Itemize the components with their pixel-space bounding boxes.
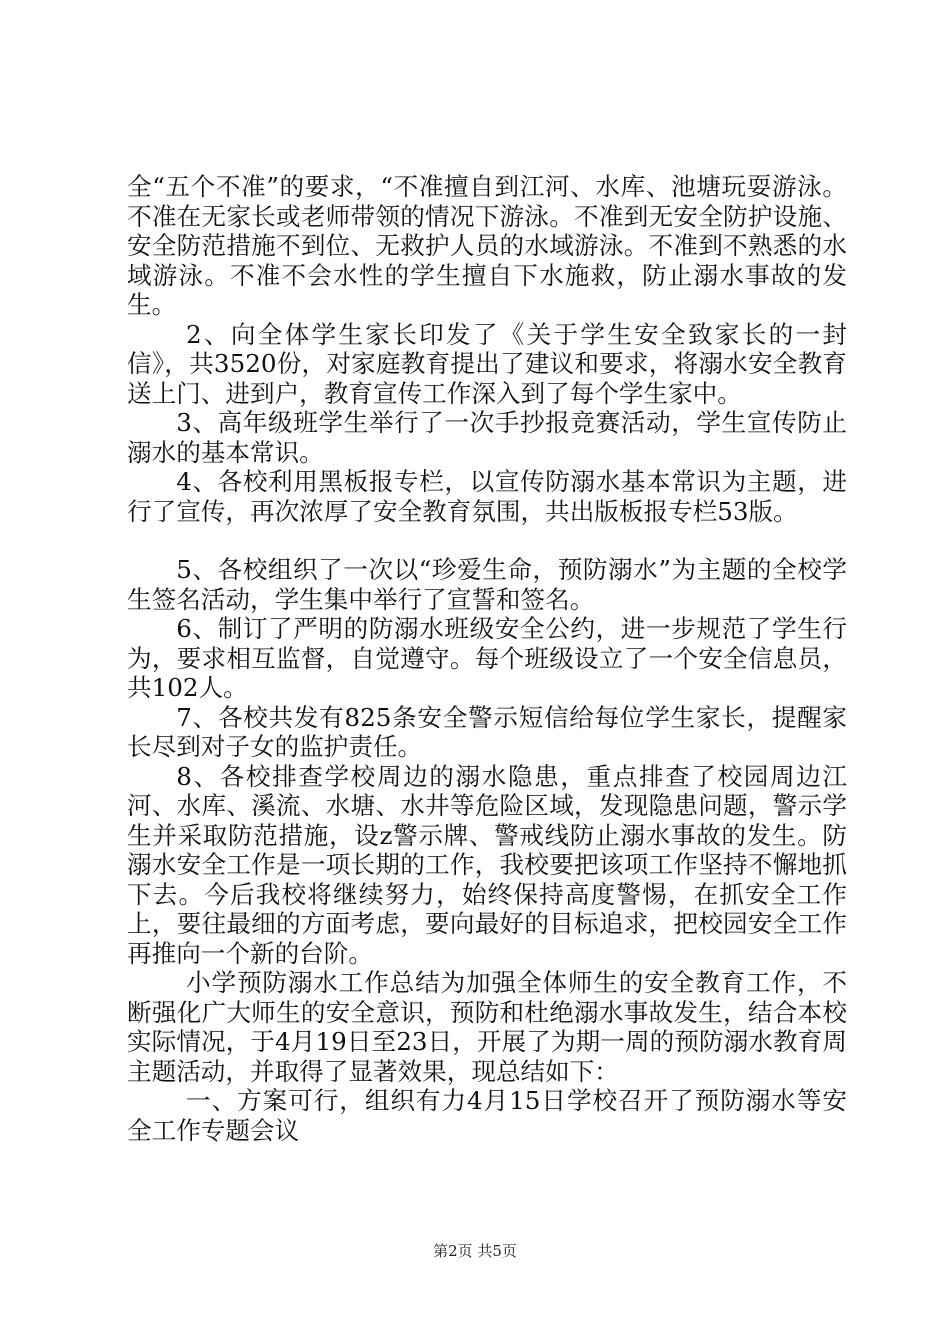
paragraph-item-8: 8、各校排查学校周边的溺水隐患，重点排查了校园周边江河、水库、溪流、水塘、水井等危险区域，发现隐患问题，警示学生并采取防范措施，设z警示牌、警戒线防止溺水事故的发生。防溺水安全工作是一项长期的工作，我校要把该项工作坚持不懈地抓下去。今后我校将继续努力，始终保持高度警惕，在抓安全工作上，要往最细的方面考虑，要向最好的目标追求，把校园安全工作再推向一个新的台阶。: [127, 761, 847, 968]
document-body: [127, 172, 847, 1145]
paragraph-summary-intro: 小学预防溺水工作总结为加强全体师生的安全教育工作，不断强化广大师生的安全意识，预防和杜绝溺水事故发生，结合本校实际情况，于4月19日至23日，开展了为期一周的预防溺水教育周主题活动，并取得了显著效果，现总结如下：: [127, 968, 847, 1086]
page-number-footer: 第2页 共5页: [433, 1242, 517, 1260]
paragraph-item-7: 7、各校共发有825条安全警示短信给每位学生家长，提醒家长尽到对子女的监护责任。: [127, 702, 847, 761]
paragraph-item-5: 5、各校组织了一次以“珍爱生命，预防溺水”为主题的全校学生签名活动，学生集中举行了宣誓和签名。: [127, 555, 847, 614]
paragraph-item-6: 6、制订了严明的防溺水班级安全公约，进一步规范了学生行为，要求相互监督，自觉遵守。每个班级设立了一个安全信息员，共102人。: [127, 614, 847, 702]
paragraph-item-3: 3、高年级班学生举行了一次手抄报竞赛活动，学生宣传防止溺水的基本常识。: [127, 408, 847, 467]
paragraph-section-one: 一、方案可行，组织有力4月15日学校召开了预防溺水等安全工作专题会议: [127, 1086, 847, 1145]
paragraph-five-rules: 全“五个不准”的要求，“不准擅自到江河、水库、池塘玩耍游泳。不准在无家长或老师带领的情况下游泳。不准到无安全防护设施、安全防范措施不到位、无救护人员的水域游泳。不准到不熟悉的水域游泳。不准不会水性的学生擅自下水施救，防止溺水事故的发生。: [127, 172, 847, 319]
paragraph-item-4: 4、各校利用黑板报专栏，以宣传防溺水基本常识为主题，进行了宣传，再次浓厚了安全教育氛围，共出版板报专栏53版。: [127, 467, 847, 526]
paragraph-item-2: 2、向全体学生家长印发了《关于学生安全致家长的一封信》，共3520份，对家庭教育提出了建议和要求，将溺水安全教育送上门、进到户，教育宣传工作深入到了每个学生家中。: [127, 319, 847, 408]
paragraph-gap: [127, 526, 847, 555]
